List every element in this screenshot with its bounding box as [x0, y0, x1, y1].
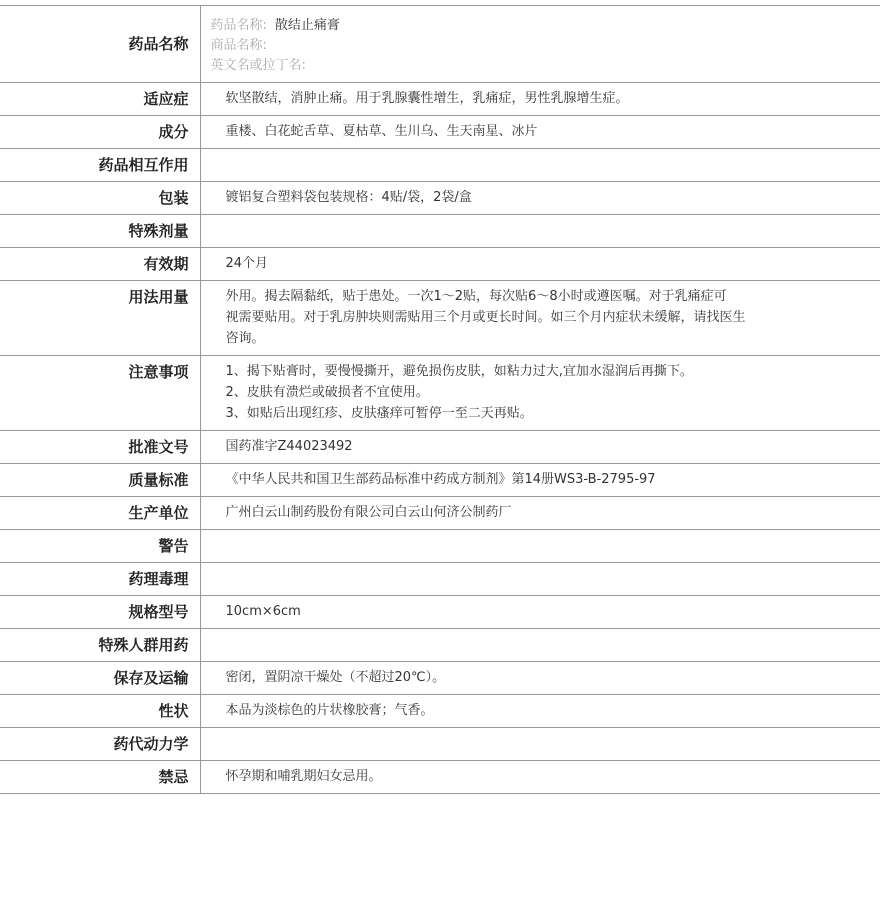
- table-row: [0, 116, 880, 149]
- row-label-cell: [0, 281, 200, 356]
- row-value-line: [226, 634, 791, 655]
- table-row: [0, 629, 880, 662]
- row-label: 药代动力学: [113, 735, 189, 753]
- table-row: [0, 497, 880, 530]
- table-row: [0, 149, 880, 182]
- row-label: 特殊剂量: [128, 222, 189, 240]
- row-value-line: 镀铝复合塑料袋包装规格：4贴/袋，2袋/盒: [225, 190, 472, 205]
- row-value-line: 1、揭下贴膏时，要慢慢撕开，避免损伤皮肤，如粘力过大,宜加水湿润后再撕下。: [225, 364, 693, 379]
- row-label-cell: [0, 356, 200, 431]
- trade-name-key: 商品名称:: [210, 38, 267, 53]
- row-label: 特殊人群用药: [98, 636, 189, 654]
- row-value-cell: [200, 530, 880, 563]
- table-row: [0, 728, 880, 761]
- english-name-key: 英文名或拉丁名:: [210, 58, 306, 73]
- row-label: 禁忌: [158, 768, 189, 786]
- generic-name-key: 药品名称:: [210, 18, 267, 33]
- row-value-cell: [200, 215, 880, 248]
- row-value-line: 24个月: [225, 256, 269, 271]
- row-label-cell: [0, 116, 200, 149]
- row-value-cell: [200, 629, 880, 662]
- row-value-line: 咨询。: [225, 331, 265, 346]
- row-label: 生产单位: [128, 504, 189, 522]
- table-row: [0, 563, 880, 596]
- row-value-line: 《中华人民共和国卫生部药品标准中药成方制剂》第14册WS3-B-2795-97: [225, 472, 656, 487]
- table-row: [0, 215, 880, 248]
- table-row: [0, 596, 880, 629]
- row-value-line: 本品为淡棕色的片状橡胶膏；气香。: [225, 703, 434, 718]
- row-label: 适应症: [143, 90, 189, 108]
- table-row: [0, 431, 880, 464]
- table-row: [0, 182, 880, 215]
- row-label: 警告: [158, 537, 189, 555]
- row-value-cell: [200, 596, 880, 629]
- row-label: 规格型号: [128, 603, 189, 621]
- row-value-cell: [200, 149, 880, 182]
- row-label-cell: [0, 83, 200, 116]
- row-value-line: 国药准字Z44023492: [225, 439, 353, 454]
- row-label-cell: [0, 6, 200, 83]
- row-label: 质量标准: [128, 471, 189, 489]
- row-label: 包装: [158, 189, 189, 207]
- table-row: [0, 662, 880, 695]
- row-value-line: [226, 733, 791, 754]
- row-value-line: 10cm×6cm: [225, 604, 301, 619]
- row-value-cell: [200, 563, 880, 596]
- row-label-cell: [0, 530, 200, 563]
- row-label-cell: [0, 629, 200, 662]
- row-label-cell: [0, 695, 200, 728]
- table-row: [0, 695, 880, 728]
- row-label-cell: [0, 596, 200, 629]
- row-label: 注意事项: [128, 363, 189, 381]
- row-label-cell: [0, 215, 200, 248]
- row-label-cell: [0, 563, 200, 596]
- table-row: [0, 281, 880, 356]
- row-value-cell: [200, 464, 880, 497]
- row-label: 批准文号: [128, 438, 189, 456]
- row-label-cell: [0, 761, 200, 794]
- row-label: 性状: [158, 702, 189, 720]
- row-label-cell: [0, 248, 200, 281]
- row-label: 成分: [158, 123, 189, 141]
- row-value-cell: [200, 761, 880, 794]
- generic-name-value: 散结止痛膏: [274, 18, 340, 33]
- row-value-line: 软坚散结，消肿止痛。用于乳腺囊性增生，乳痛症，男性乳腺增生症。: [225, 91, 629, 106]
- row-value-line: 重楼、白花蛇舌草、夏枯草、生川乌、生天南星、冰片: [225, 124, 538, 139]
- row-label-cell: [0, 728, 200, 761]
- row-value-cell: [200, 497, 880, 530]
- row-value-cell: [200, 83, 880, 116]
- row-value-cell: [200, 116, 880, 149]
- table-row: [0, 761, 880, 794]
- row-label: 保存及运输: [113, 669, 189, 687]
- row-value-line: 广州白云山制药股份有限公司白云山何济公制药厂: [225, 505, 512, 520]
- row-label: 有效期: [143, 255, 189, 273]
- row-value-line: [226, 535, 791, 556]
- row-label-cell: [0, 431, 200, 464]
- row-value-cell: [200, 728, 880, 761]
- row-label: 药品相互作用: [98, 156, 189, 174]
- row-label: 药品名称: [128, 35, 189, 53]
- drug-info-table: [0, 5, 880, 794]
- row-label-cell: [0, 464, 200, 497]
- row-label: 药理毒理: [128, 570, 189, 588]
- row-value-cell: [200, 248, 880, 281]
- row-value-line: 外用。揭去隔黏纸，贴于患处。一次1～2贴，每次贴6～8小时或遵医嘱。对于乳痛症可: [225, 289, 727, 304]
- row-value-cell: [200, 281, 880, 356]
- row-label-cell: [0, 182, 200, 215]
- row-value-line: 怀孕期和哺乳期妇女忌用。: [225, 769, 382, 784]
- table-row: [0, 248, 880, 281]
- row-value-cell: [200, 356, 880, 431]
- table-row: [0, 83, 880, 116]
- row-value-line: 密闭，置阴凉干燥处（不超过20℃）。: [225, 670, 446, 685]
- row-label: 用法用量: [128, 288, 189, 306]
- row-value-line: [226, 220, 791, 241]
- row-value-cell: [200, 6, 880, 83]
- row-value-line: 3、如贴后出现红疹、皮肤瘙痒可暂停一至二天再贴。: [225, 406, 533, 421]
- english-name-line: [211, 56, 880, 76]
- row-value-line: [226, 568, 791, 589]
- row-label-cell: [0, 497, 200, 530]
- table-row-drug-name: [0, 6, 880, 83]
- row-value-cell: [200, 431, 880, 464]
- table-row: [0, 356, 880, 431]
- row-value-line: 视需要贴用。对于乳房肿块则需贴用三个月或更长时间。如三个月内症状未缓解，请找医生: [225, 310, 746, 325]
- row-label-cell: [0, 149, 200, 182]
- row-label-cell: [0, 662, 200, 695]
- generic-name-line: [211, 16, 880, 36]
- trade-name-line: [211, 36, 880, 56]
- row-value-line: 2、皮肤有溃烂或破损者不宜使用。: [225, 385, 429, 400]
- row-value-line: [226, 154, 791, 175]
- table-row: [0, 464, 880, 497]
- row-value-cell: [200, 182, 880, 215]
- table-row: [0, 530, 880, 563]
- row-value-cell: [200, 662, 880, 695]
- row-value-cell: [200, 695, 880, 728]
